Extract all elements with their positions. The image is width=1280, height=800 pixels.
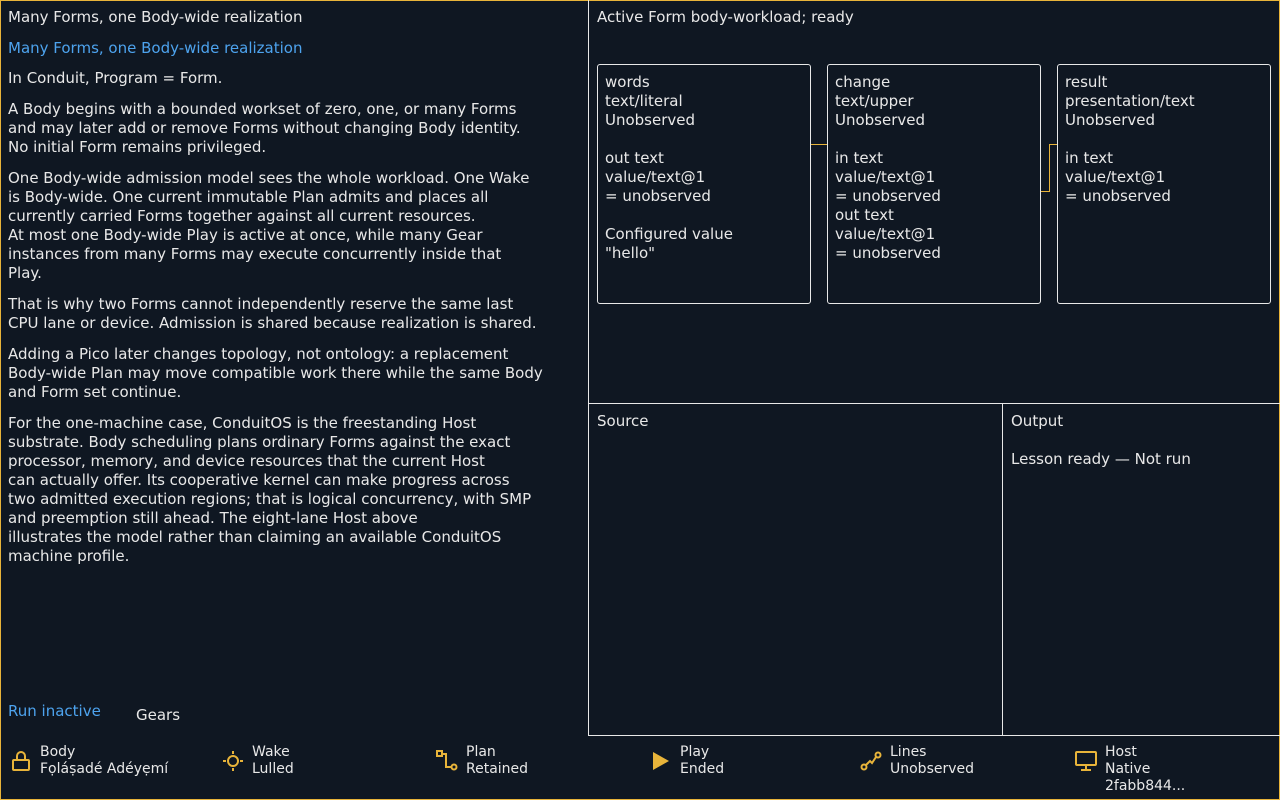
lesson-pane	[0, 0, 588, 736]
lesson-paragraph: A Body begins with a bounded workset of zero, one, or many Forms and may later add or remove Forms without changing Body identity. No initial Form remains privileged.	[8, 100, 521, 156]
status-body[interactable]	[10, 744, 168, 778]
status-bar	[0, 736, 1280, 800]
connector-line	[1049, 144, 1057, 145]
node-result[interactable]: result presentation/text Unobserved in text value/text@1 = unobserved	[1057, 64, 1271, 304]
output-status: Lesson ready — Not run	[1011, 450, 1191, 468]
sun-icon	[222, 750, 244, 772]
status-plan-label: Plan	[466, 744, 496, 760]
status-play-label: Play	[680, 744, 710, 760]
lesson-title: Many Forms, one Body-wide realization	[8, 8, 303, 26]
status-wake[interactable]	[222, 744, 294, 778]
status-lines[interactable]	[860, 744, 974, 778]
status-body-value: Fọláṣadé Adéyẹmí	[40, 761, 169, 777]
monitor-icon	[1075, 750, 1097, 772]
status-wake-value: Lulled	[252, 761, 294, 777]
status-lines-label: Lines	[890, 744, 927, 760]
status-plan[interactable]	[436, 744, 528, 778]
connector-line	[1041, 144, 1050, 192]
lesson-link[interactable]: Many Forms, one Body-wide realization	[8, 39, 303, 57]
gears-label[interactable]: Gears	[136, 706, 181, 724]
status-host-value: Native 2fabb844...	[1105, 761, 1186, 794]
status-plan-value: Retained	[466, 761, 529, 777]
status-host-label: Host	[1105, 744, 1137, 760]
output-title: Output	[1011, 412, 1064, 430]
connector-line	[811, 144, 827, 145]
lesson-paragraph: Adding a Pico later changes topology, not ontology: a replacement Body-wide Plan may move compatible work there while the same Body and Form set continue.	[8, 345, 543, 401]
run-inactive-link[interactable]: Run inactive	[8, 702, 101, 720]
lesson-paragraph: That is why two Forms cannot independently reserve the same last CPU lane or device. Admission is shared because realization is shared.	[8, 295, 537, 332]
source-title: Source	[597, 412, 649, 430]
source-pane[interactable]	[588, 404, 1003, 736]
lesson-paragraph: For the one-machine case, ConduitOS is the freestanding Host substrate. Body scheduling plans ordinary Forms against the exact processor, memory, and device resources that the current Host can actually offer. Its cooperative kernel can make progress across two admitted execution regions; that is logical concurrency, with SMP and preemption still ahead. The eight-lane Host above illustrates the model rather than claiming an available ConduitOS machine profile.	[8, 414, 532, 565]
status-body-label: Body	[40, 744, 76, 760]
node-change[interactable]: change text/upper Unobserved in text value/text@1 = unobserved out text value/text@1 = unobserved	[827, 64, 1041, 304]
link-icon	[860, 750, 882, 772]
status-lines-value: Unobserved	[890, 761, 975, 777]
active-form-pane	[588, 0, 1280, 404]
active-form-title: Active Form body-workload; ready	[597, 8, 854, 26]
lock-icon	[10, 750, 32, 772]
status-host[interactable]	[1075, 744, 1185, 795]
route-icon	[436, 750, 458, 772]
connector-line	[1041, 191, 1049, 192]
play-icon	[650, 750, 672, 772]
status-play[interactable]	[650, 744, 724, 778]
lesson-paragraph: One Body-wide admission model sees the whole workload. One Wake is Body-wide. One current immutable Plan admits and places all currently carried Forms together against all current resources. At most one Body-wide Play is active at once, while many Gear instances from many Forms may execute concurrently inside that Play.	[8, 169, 530, 282]
status-play-value: Ended	[680, 761, 725, 777]
lesson-paragraph: In Conduit, Program = Form.	[8, 69, 223, 87]
node-words[interactable]: words text/literal Unobserved out text value/text@1 = unobserved Configured value "hello"	[597, 64, 811, 304]
status-wake-label: Wake	[252, 744, 290, 760]
output-pane	[1003, 404, 1280, 736]
